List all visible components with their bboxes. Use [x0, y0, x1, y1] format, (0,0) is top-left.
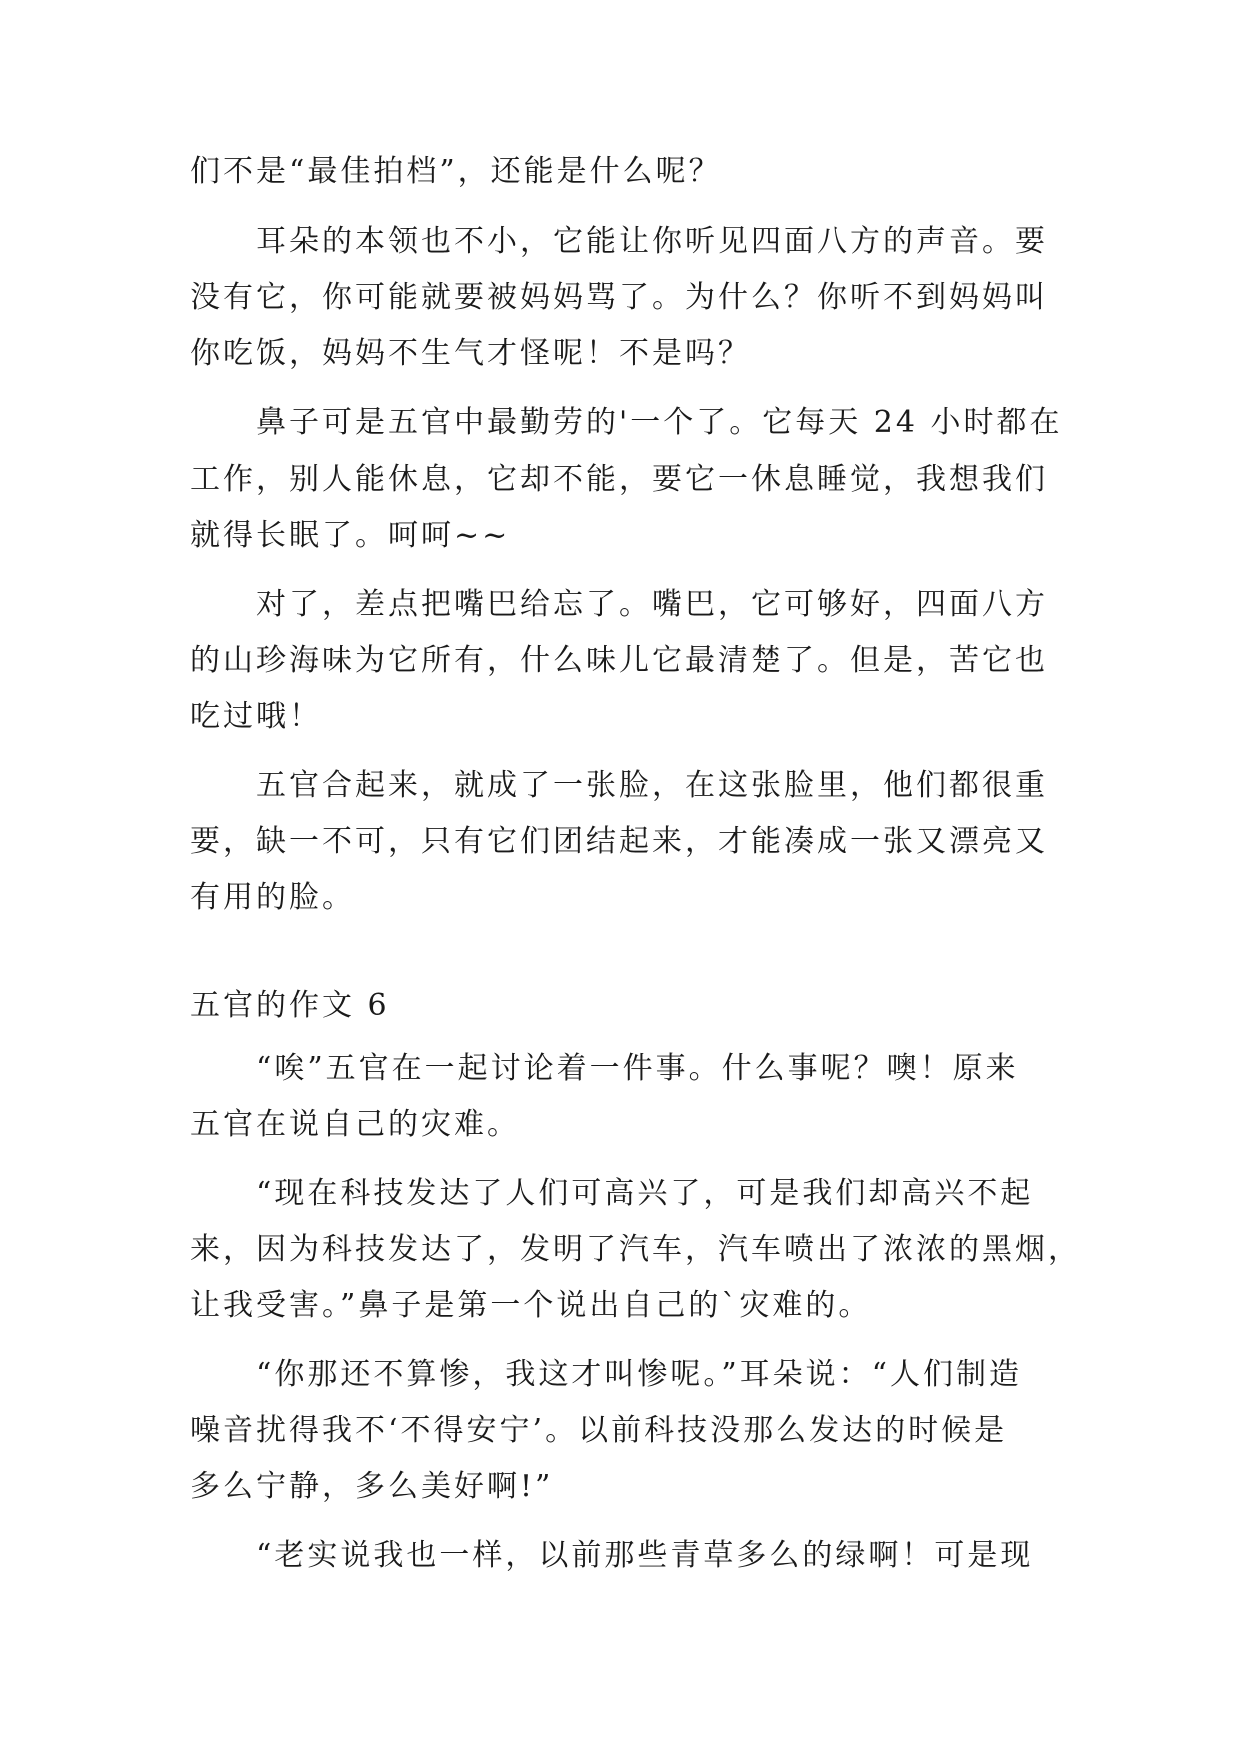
paragraph-line: 没有它，你可能就要被妈妈骂了。为什么？你听不到妈妈叫 — [190, 280, 1048, 315]
paragraph-line: 对了，差点把嘴巴给忘了。嘴巴，它可够好，四面八方 — [256, 587, 1048, 622]
paragraph-line: 就得长眠了。呵呵~~ — [190, 518, 511, 553]
paragraph-line: 噪音扰得我不‘不得安宁’。以前科技没那么发达的时候是 — [190, 1413, 1008, 1448]
paragraph-line: 五官合起来，就成了一张脸，在这张脸里，他们都很重 — [256, 768, 1048, 803]
paragraph-line: “现在科技发达了人们可高兴了，可是我们却高兴不起 — [256, 1176, 1034, 1211]
paragraph-line: 让我受害。”鼻子是第一个说出自己的`灾难的。 — [190, 1288, 872, 1323]
paragraph-line: “老实说我也一样，以前那些青草多么的绿啊！可是现 — [256, 1538, 1034, 1573]
paragraph-line: 们不是“最佳拍档”，还能是什么呢？ — [190, 154, 722, 189]
paragraph-line: 鼻子可是五官中最勤劳的'一个了。它每天 24 小时都在 — [256, 405, 1063, 440]
paragraph-line: 来，因为科技发达了，发明了汽车，汽车喷出了浓浓的黑烟， — [190, 1232, 1081, 1267]
paragraph-line: 工作，别人能休息，它却不能，要它一休息睡觉，我想我们 — [190, 462, 1048, 497]
paragraph-line: 吃过哦！ — [190, 699, 322, 734]
paragraph-line: “唉”五官在一起讨论着一件事。什么事呢？噢！原来 — [256, 1051, 1019, 1086]
paragraph-line: 有用的脸。 — [190, 880, 355, 915]
paragraph-line: 要，缺一不可，只有它们团结起来，才能凑成一张又漂亮又 — [190, 824, 1048, 859]
paragraph-line: 多么宁静，多么美好啊!” — [190, 1469, 554, 1504]
section-title: 五官的作文 6 — [190, 988, 390, 1023]
paragraph-line: 的山珍海味为它所有，什么味儿它最清楚了。但是，苦它也 — [190, 643, 1048, 678]
paragraph-line: 五官在说自己的灾难。 — [190, 1107, 520, 1142]
paragraph-line: 你吃饭，妈妈不生气才怪呢！不是吗？ — [190, 336, 751, 371]
paragraph-line: 耳朵的本领也不小，它能让你听见四面八方的声音。要 — [256, 224, 1048, 259]
paragraph-line: “你那还不算惨，我这才叫惨呢。”耳朵说：“人们制造 — [256, 1357, 1023, 1392]
